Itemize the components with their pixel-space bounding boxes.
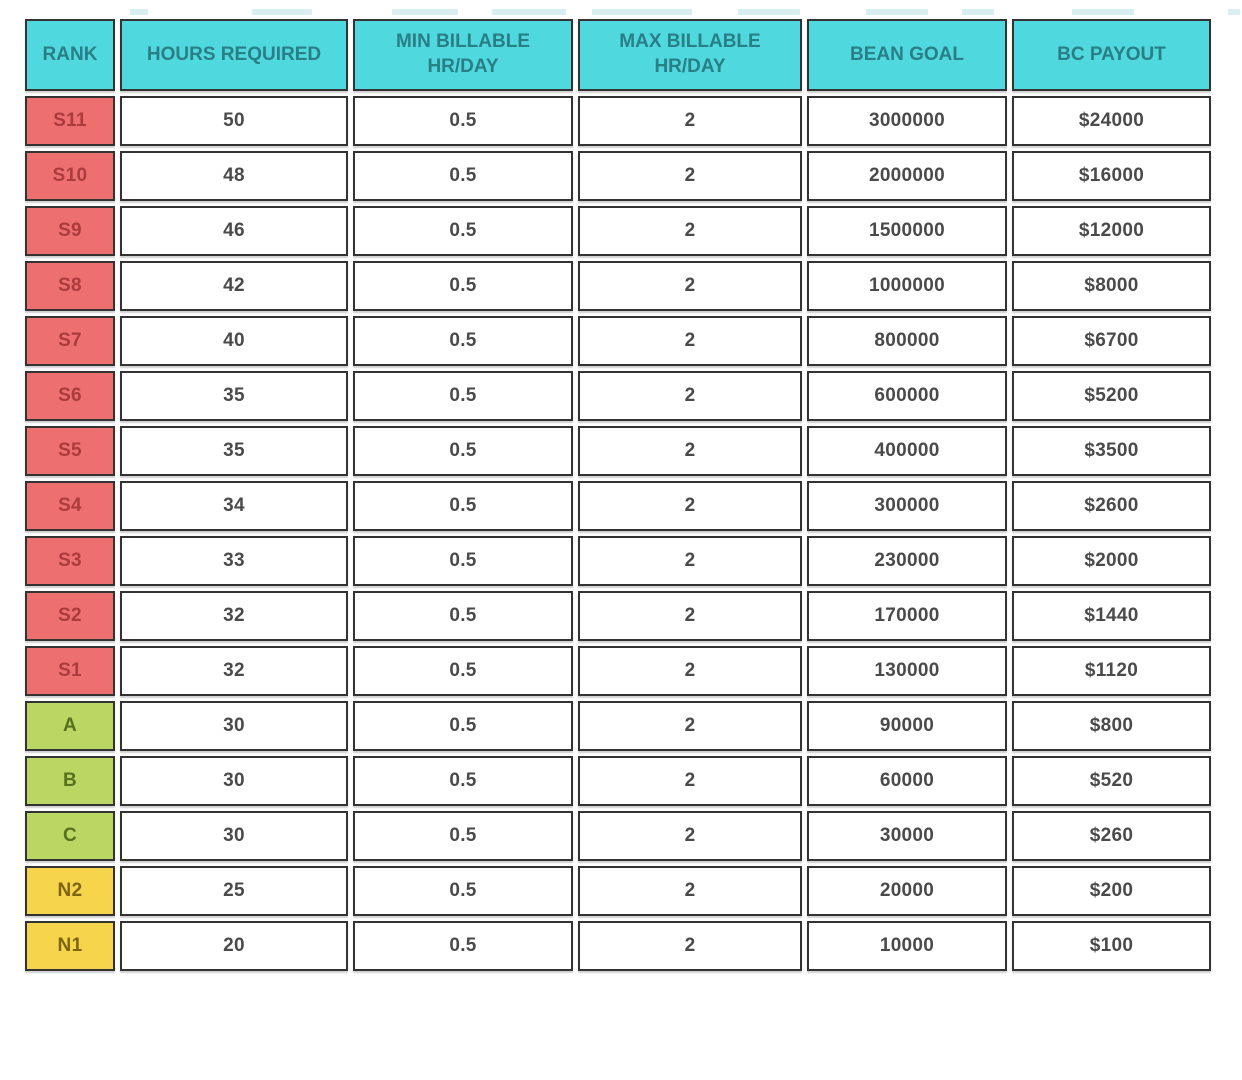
table-row-s4	[25, 481, 1211, 531]
value-cell: 2	[578, 811, 802, 861]
value-cell: 0.5	[353, 646, 573, 696]
value-cell: 2	[578, 646, 802, 696]
value-cell: 0.5	[353, 481, 573, 531]
column-header-min-billable-hr-day: MIN BILLABLE HR/DAY	[353, 19, 573, 91]
value-cell: $12000	[1012, 206, 1211, 256]
table-row-b	[25, 756, 1211, 806]
value-cell: 2	[578, 481, 802, 531]
rank-cell: S6	[25, 371, 115, 421]
value-cell: $1120	[1012, 646, 1211, 696]
value-cell: $5200	[1012, 371, 1211, 421]
table-row-s1	[25, 646, 1211, 696]
value-cell: 0.5	[353, 701, 573, 751]
value-cell: 170000	[807, 591, 1007, 641]
rank-cell: S3	[25, 536, 115, 586]
value-cell: 48	[120, 151, 348, 201]
table-header-row	[25, 19, 1211, 91]
table-row-a	[25, 701, 1211, 751]
value-cell: 35	[120, 426, 348, 476]
value-cell: 300000	[807, 481, 1007, 531]
table-row-s10	[25, 151, 1211, 201]
value-cell: 2	[578, 316, 802, 366]
value-cell: 33	[120, 536, 348, 586]
value-cell: 1000000	[807, 261, 1007, 311]
value-cell: 20	[120, 921, 348, 971]
value-cell: 2	[578, 756, 802, 806]
value-cell: 2	[578, 866, 802, 916]
column-header-bean-goal: BEAN GOAL	[807, 19, 1007, 91]
value-cell: 30	[120, 811, 348, 861]
column-header-hours-required: HOURS REQUIRED	[120, 19, 348, 91]
value-cell: 2	[578, 261, 802, 311]
rank-cell: S2	[25, 591, 115, 641]
rank-cell: S10	[25, 151, 115, 201]
value-cell: 42	[120, 261, 348, 311]
rank-cell: C	[25, 811, 115, 861]
rank-cell: S5	[25, 426, 115, 476]
rank-cell: S7	[25, 316, 115, 366]
rank-cell: S9	[25, 206, 115, 256]
value-cell: 2	[578, 151, 802, 201]
rank-cell: S1	[25, 646, 115, 696]
table-row-s11	[25, 96, 1211, 146]
value-cell: 60000	[807, 756, 1007, 806]
rank-cell: S8	[25, 261, 115, 311]
value-cell: 30	[120, 701, 348, 751]
column-header-rank: RANK	[25, 19, 115, 91]
value-cell: 90000	[807, 701, 1007, 751]
value-cell: 2	[578, 536, 802, 586]
rank-payout-table	[20, 14, 1216, 976]
value-cell: 2	[578, 701, 802, 751]
table-row-s8	[25, 261, 1211, 311]
table-row-s5	[25, 426, 1211, 476]
cropped-cell-edge	[1228, 9, 1240, 15]
table-row-s2	[25, 591, 1211, 641]
column-header-bc-payout: BC PAYOUT	[1012, 19, 1211, 91]
value-cell: 230000	[807, 536, 1007, 586]
value-cell: 2	[578, 921, 802, 971]
value-cell: 0.5	[353, 316, 573, 366]
value-cell: 32	[120, 591, 348, 641]
rank-cell: A	[25, 701, 115, 751]
value-cell: $200	[1012, 866, 1211, 916]
value-cell: 800000	[807, 316, 1007, 366]
value-cell: 0.5	[353, 426, 573, 476]
value-cell: 40	[120, 316, 348, 366]
value-cell: $800	[1012, 701, 1211, 751]
value-cell: 32	[120, 646, 348, 696]
value-cell: 0.5	[353, 536, 573, 586]
value-cell: 25	[120, 866, 348, 916]
value-cell: 0.5	[353, 811, 573, 861]
value-cell: $520	[1012, 756, 1211, 806]
value-cell: 600000	[807, 371, 1007, 421]
value-cell: 1500000	[807, 206, 1007, 256]
table-row-s9	[25, 206, 1211, 256]
value-cell: $6700	[1012, 316, 1211, 366]
value-cell: 20000	[807, 866, 1007, 916]
value-cell: 0.5	[353, 261, 573, 311]
value-cell: 130000	[807, 646, 1007, 696]
value-cell: 0.5	[353, 151, 573, 201]
table-row-n2	[25, 866, 1211, 916]
value-cell: $16000	[1012, 151, 1211, 201]
value-cell: 0.5	[353, 96, 573, 146]
value-cell: 2	[578, 426, 802, 476]
value-cell: 0.5	[353, 371, 573, 421]
value-cell: 35	[120, 371, 348, 421]
value-cell: 0.5	[353, 206, 573, 256]
value-cell: $1440	[1012, 591, 1211, 641]
value-cell: $2600	[1012, 481, 1211, 531]
value-cell: 2	[578, 371, 802, 421]
rank-cell: N1	[25, 921, 115, 971]
value-cell: $100	[1012, 921, 1211, 971]
value-cell: 2	[578, 206, 802, 256]
value-cell: 10000	[807, 921, 1007, 971]
value-cell: 2	[578, 591, 802, 641]
table-row-s7	[25, 316, 1211, 366]
value-cell: 2	[578, 96, 802, 146]
rank-cell: B	[25, 756, 115, 806]
table-row-s3	[25, 536, 1211, 586]
value-cell: 50	[120, 96, 348, 146]
value-cell: $2000	[1012, 536, 1211, 586]
value-cell: $8000	[1012, 261, 1211, 311]
value-cell: 30000	[807, 811, 1007, 861]
table-row-c	[25, 811, 1211, 861]
table-row-n1	[25, 921, 1211, 971]
value-cell: 3000000	[807, 96, 1007, 146]
value-cell: $3500	[1012, 426, 1211, 476]
rank-cell: S4	[25, 481, 115, 531]
value-cell: 0.5	[353, 921, 573, 971]
value-cell: 0.5	[353, 866, 573, 916]
table-row-s6	[25, 371, 1211, 421]
column-header-max-billable-hr-day: MAX BILLABLE HR/DAY	[578, 19, 802, 91]
value-cell: 2000000	[807, 151, 1007, 201]
value-cell: 0.5	[353, 756, 573, 806]
value-cell: $24000	[1012, 96, 1211, 146]
value-cell: 400000	[807, 426, 1007, 476]
value-cell: 0.5	[353, 591, 573, 641]
rank-cell: S11	[25, 96, 115, 146]
value-cell: 30	[120, 756, 348, 806]
value-cell: $260	[1012, 811, 1211, 861]
value-cell: 46	[120, 206, 348, 256]
value-cell: 34	[120, 481, 348, 531]
rank-cell: N2	[25, 866, 115, 916]
